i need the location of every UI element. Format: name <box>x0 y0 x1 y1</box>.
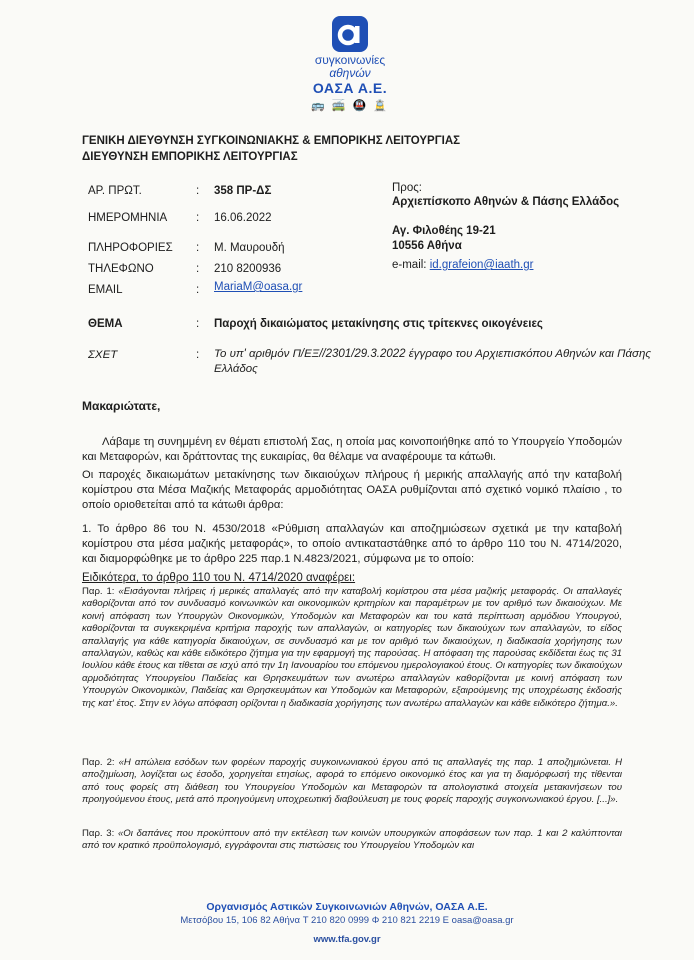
field-colon: : <box>196 242 200 254</box>
footer-website-link[interactable]: www.tfa.gov.gr <box>313 934 381 945</box>
field-colon: : <box>196 185 200 197</box>
field-colon: : <box>196 284 200 296</box>
recipient-email-label: e-mail: <box>392 259 427 271</box>
reference-label: ΣΧΕΤ <box>88 349 118 361</box>
law-paragraph-2 <box>82 757 622 807</box>
logo-text-line1: συγκοινωνίες <box>314 53 386 67</box>
oasa-logo <box>290 16 410 112</box>
law-paragraph-3-text: «Οι δαπάνες που προκύπτουν από την εκτέλεση των κοινών υπουργικών αποφάσεων των παρ. 1 και 2 καλύπτονται από τον κρατικό προϋπολογισμό, εγγράφονται στις πιστώσεις του Υπουργείου Υποδομών και <box>82 828 622 852</box>
subject-colon: : <box>196 318 200 330</box>
sender-email-link[interactable]: MariaM@oasa.gr <box>214 281 303 293</box>
recipient-street: Αγ. Φιλοθέης 19-21 <box>392 225 496 237</box>
body-paragraph-2: Οι παροχές δικαιωμάτων μετακίνησης των δικαιούχων πλήρους ή μερικής απαλλαγής από την καταβολή κομίστρου στα Μέσα Μαζικής Μεταφοράς αρμοδιότητας ΟΑΣΑ ρυθμίζονται από σχετικό νομικό πλαίσιο , το οποίο οριοθετείται από τα κάτωθι άρθρα: <box>82 469 622 511</box>
law-paragraph-1-label: Παρ. 1: <box>82 586 115 597</box>
law-paragraph-3-label: Παρ. 3: <box>82 828 115 839</box>
logo-text-line2: αθηνών <box>329 66 371 80</box>
field-colon: : <box>196 263 200 275</box>
logo-text-line3: ΟΑΣΑ Α.Ε. <box>312 80 388 96</box>
body-paragraph-3: 1. Το άρθρο 86 του Ν. 4530/2018 «Ρύθμιση απαλλαγών και αποζημιώσεων σχετικά με την καταβολή κομίστρου στα μέσα μαζικής μεταφοράς», το οποίο αντικαταστάθηκε από το άρθρο 110 του Ν. 4714/2020, και διαμορφώθηκε με το άρθρο 225 παρ.1 Ν.4823/2021, σύμφωνα με το οποίο: <box>82 523 622 565</box>
directorate-heading: ΔΙΕΥΘΥΝΣΗ ΕΜΠΟΡΙΚΗΣ ΛΕΙΤΟΥΡΓΙΑΣ <box>82 151 298 163</box>
information-value: Μ. Μαυρουδή <box>214 242 285 254</box>
law-paragraph-2-text: «Η απώλεια εσόδων των φορέων παροχής συγκοινωνιακού έργου από τις απαλλαγές της παρ. 1 αποζημιώνεται. Η αποζημίωση, λογίζεται ως έσοδο, χορηγείται ετησίως, αφορά το επόμενο οικονομικό έτος και για τη διαμόρφωσή της τίθενται από τους φορείς στη διάθεση του Υπουργείου Υποδομών και Μεταφορών τα απολογιστικά στοιχεία μετακινήσεων του προηγούμενου έτους, μετά από προηγούμενη υποχρεωτική διαβούλευση με τους φορείς παροχής συγκοινωνιακού έργου. [...]». <box>82 757 623 806</box>
footer-organization: Οργανισμός Αστικών Συγκοινωνιών Αθηνών, ΟΑΣΑ Α.Ε. <box>206 901 488 913</box>
salutation: Μακαριώτατε, <box>82 399 161 413</box>
field-colon: : <box>196 212 200 224</box>
recipient-email <box>392 259 533 271</box>
recipient-to-label: Προς: <box>392 182 422 194</box>
body-paragraph-4: Ειδικότερα, το άρθρο 110 του Ν. 4714/2020 αναφέρει: <box>82 572 356 584</box>
date-label: ΗΜΕΡΟΜΗΝΙΑ <box>88 212 168 224</box>
recipient-name: Αρχιεπίσκοπο Αθηνών & Πάσης Ελλάδος <box>392 196 620 208</box>
email-label: EMAIL <box>88 284 123 296</box>
oasa-alpha-logo-icon <box>332 16 368 52</box>
law-paragraph-2-label: Παρ. 2: <box>82 757 115 768</box>
information-label: ΠΛΗΡΟΦΟΡΙΕΣ <box>88 242 173 254</box>
recipient-email-link[interactable]: id.grafeion@iaath.gr <box>429 259 534 271</box>
protocol-number-value: 358 ΠΡ-ΔΣ <box>214 185 272 197</box>
subject-label: ΘΕΜΑ <box>88 318 123 330</box>
phone-label: ΤΗΛΕΦΩΝΟ <box>88 263 154 275</box>
subject-text: Παροχή δικαιώματος μετακίνησης στις τρίτεκνες οικογένειες <box>214 318 543 330</box>
transport-mode-icons: 🚌 🚎 🚇 🚊 <box>311 100 389 112</box>
law-paragraph-1-text: «Εισάγονται πλήρεις ή μερικές απαλλαγές από την καταβολή κομίστρου στα μέσα μαζικής μεταφοράς. Οι απαλλαγές καθορίζονται από τον συνδυασμό κοινωνικών και οικονομικών κριτηρίων και παραμέτρων με τον αριθμό των δικαιούχων. Με κοινή απόφαση των Υπουργών Οικονομικών, Υποδομών και Μεταφορών και του κατά περίπτωση αρμόδιου Υπουργού, καθορίζονται τα συγκεκριμένα κριτήρια παροχής των απαλλαγών, οι κατηγορίες των δικαιούχων των απαλλαγών, το είδος απαλλαγής για κάθε κατηγορία δικαιούχων, σε συνδυασμό και με τον αριθμό των δικαιούχων, η διαδικασία χορήγησης των απαλλαγών, καθώς και κάθε ειδικότερο ζήτημα για την εφαρμογή της παρούσας. Η απόφαση της παρούσας εκδίδεται έως τις 31 Ιουλίου κάθε έτους και τίθεται σε ισχύ από την 1η Ιανουαρίου του επόμενου ημερολογιακού έτους. Οι κατηγορίες των δικαιούχων αρμοδιότητας Υπουργείου Παιδείας και Θρησκευμάτων των ανωτέρω απαλλαγών καθορίζονται με κοινή απόφαση των Υπουργών Οικονομικών, Παιδείας και Θρησκευμάτων και Υποδομών και Μεταφορών, εξαιρούμενης της υποχρέωσης έκδοσής της κατ' έτος. Στην εν λόγω απόφαση ορίζονται η διαδικασία χορήγησης των ανωτέρω απαλλαγών και κάθε ειδικότερο ζήτημα.». <box>82 586 623 709</box>
reference-text: Το υπ' αριθμόν Π/ΕΞ//2301/29.3.2022 έγγραφο του Αρχιεπισκόπου Αθηνών και Πάσης Ελλάδος <box>214 348 651 375</box>
body-paragraph-1: Λάβαμε τη συνημμένη εν θέματι επιστολή Σας, η οποία μας κοινοποιήθηκε από το Υπουργείο Υποδομών και Μεταφορών, και δράττοντας της ευκαιρίας, θα θέλαμε να αναφέρουμε τα κάτωθι. <box>82 436 622 463</box>
recipient-city: 10556 Αθήνα <box>392 240 462 252</box>
date-value: 16.06.2022 <box>214 212 272 224</box>
phone-value: 210 8200936 <box>214 263 282 275</box>
general-directorate-heading: ΓΕΝΙΚΗ ΔΙΕΥΘΥΝΣΗ ΣΥΓΚΟΙΝΩΝΙΑΚΗΣ & ΕΜΠΟΡΙΚΗΣ ΛΕΙΤΟΥΡΓΙΑΣ <box>82 135 461 147</box>
law-paragraph-3 <box>82 828 622 853</box>
protocol-number-label: ΑΡ. ΠΡΩΤ. <box>88 185 142 197</box>
footer-contact: Μετσόβου 15, 106 82 Αθήνα T 210 820 0999 Φ 210 821 2219 E oasa@oasa.gr <box>180 915 514 926</box>
law-paragraph-1 <box>82 586 622 710</box>
reference-colon: : <box>196 349 200 361</box>
